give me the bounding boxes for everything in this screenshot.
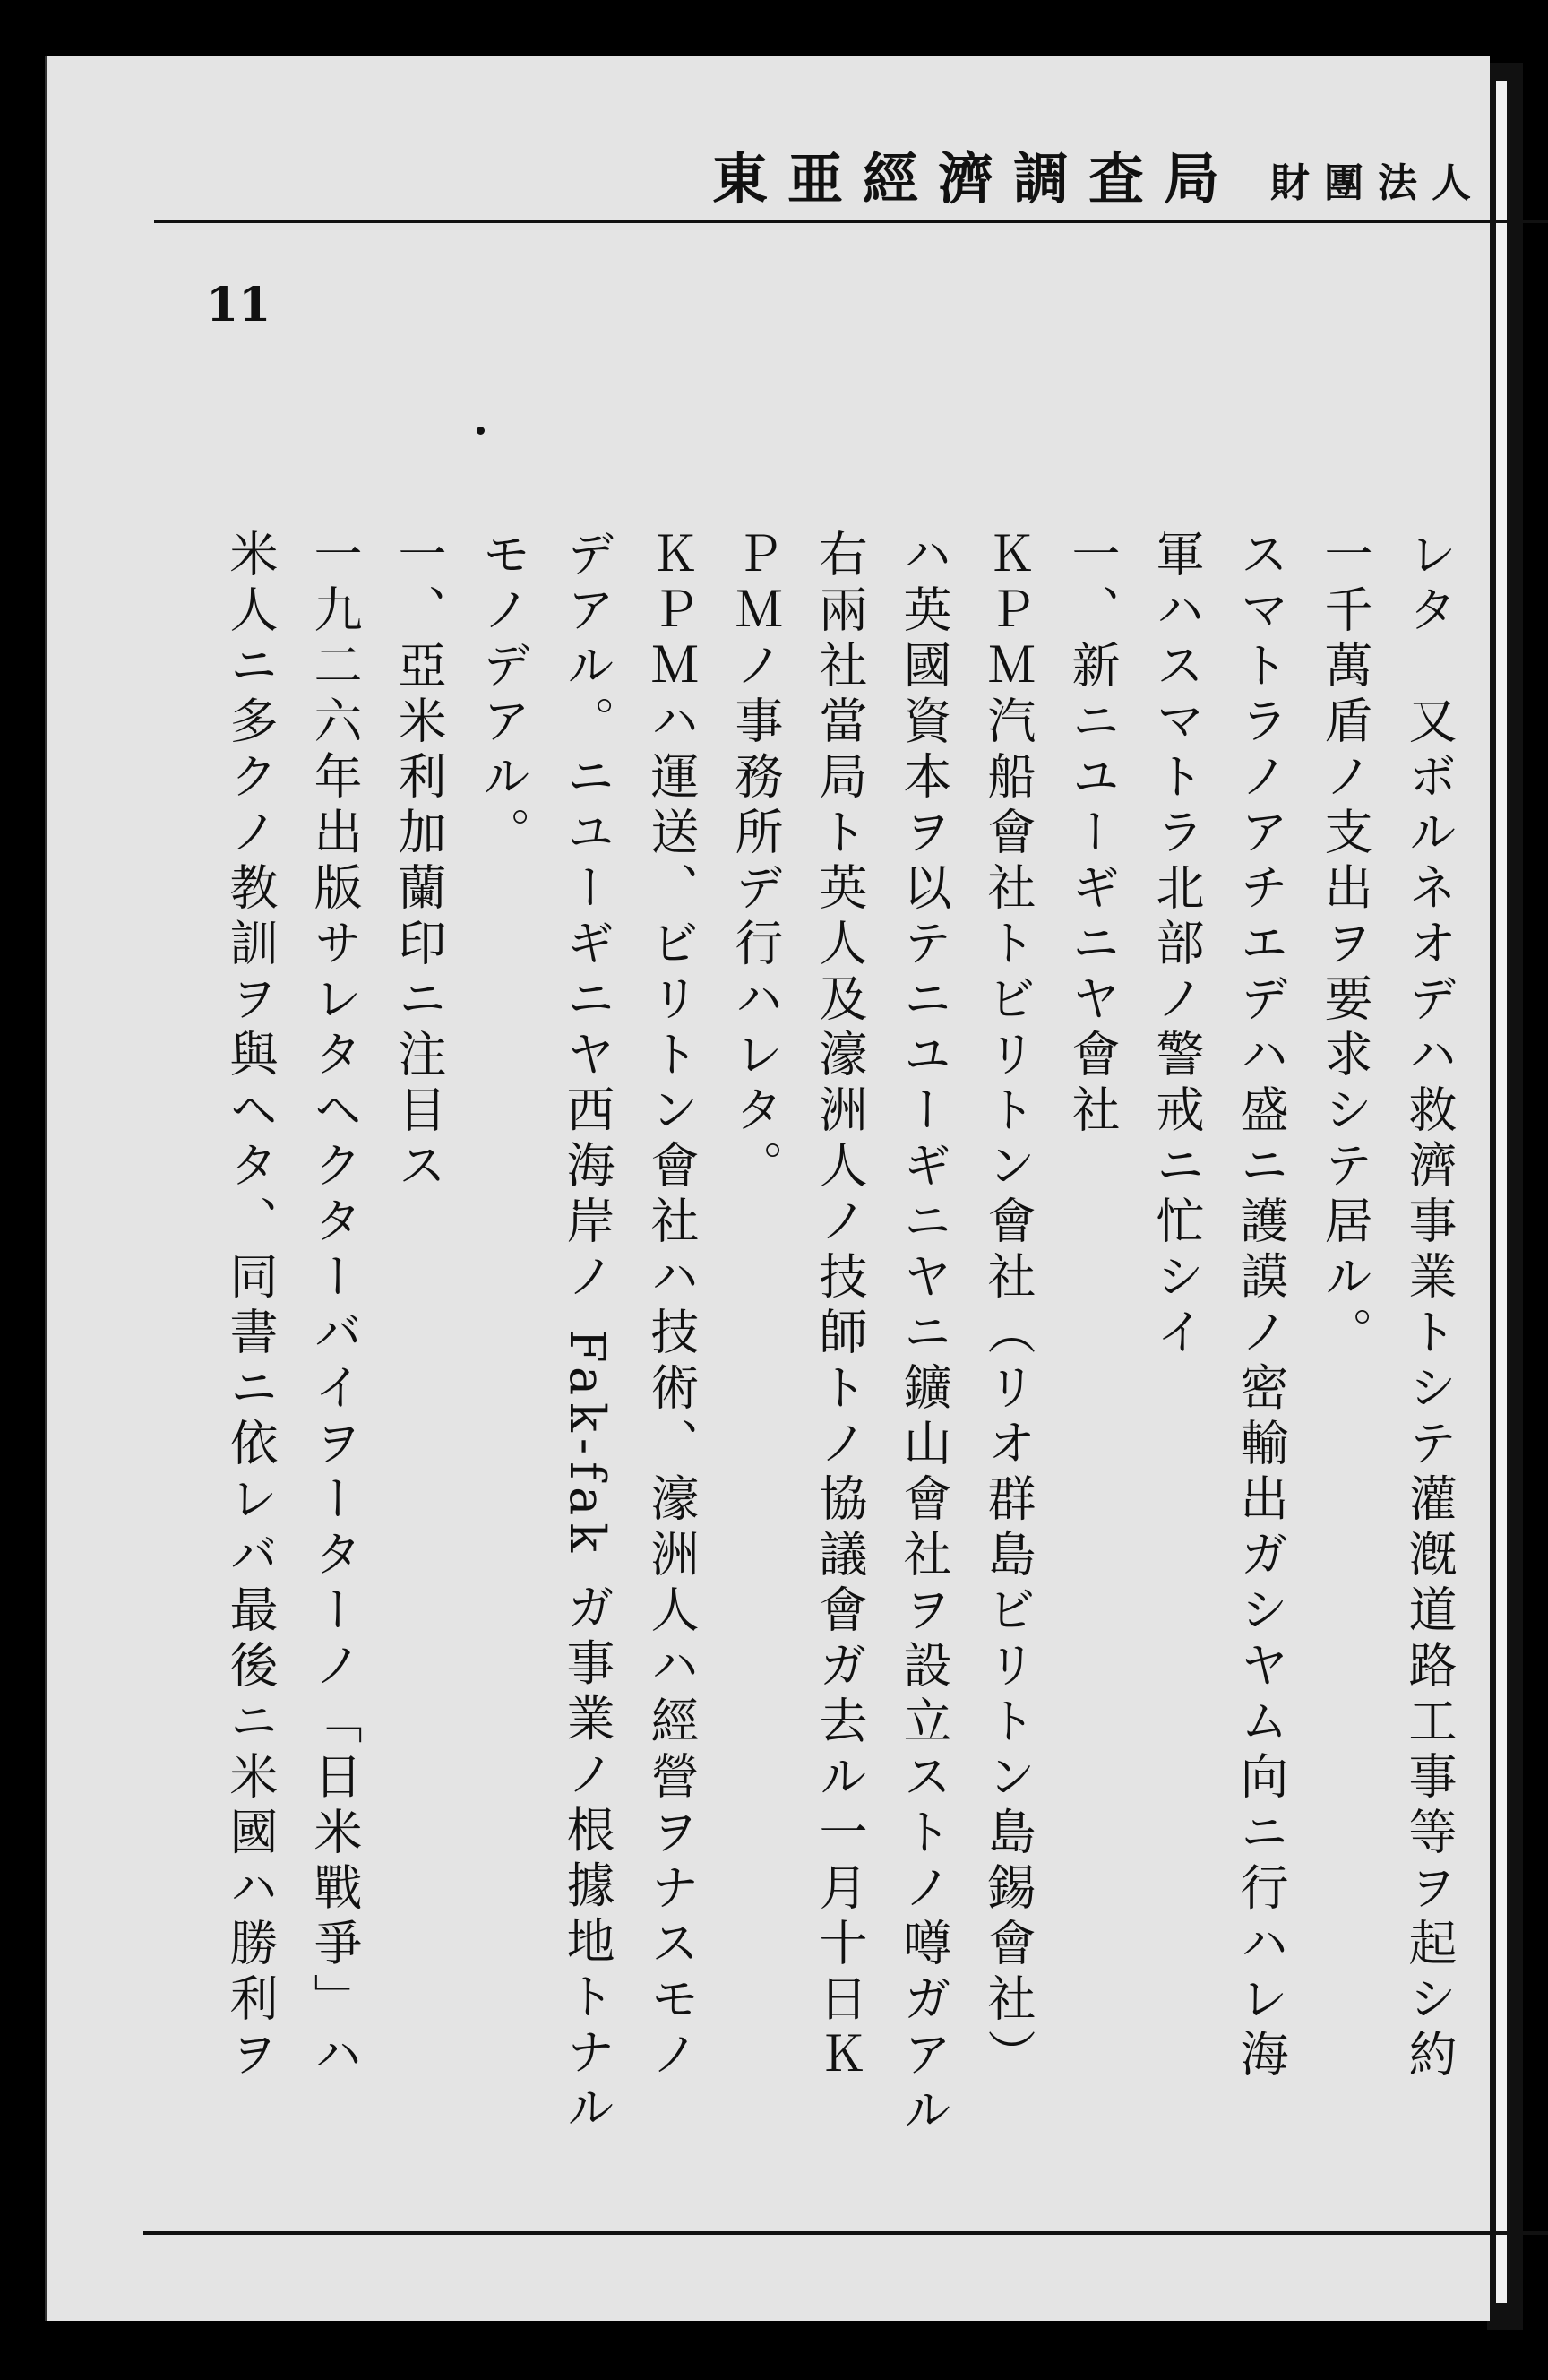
body-line: モノデアル。 — [475, 529, 531, 862]
header-organization: 財團法人 — [1270, 160, 1485, 206]
header-rule — [154, 220, 1548, 223]
footer-rule — [143, 2231, 1548, 2235]
body-line: 軍ハスマトラ北部ノ警戒ニ忙シイ — [1148, 529, 1205, 1362]
body-line: スマトラノアチエデハ盛ニ護謨ノ密輸出ガシヤム向ニ行ハレ海 — [1233, 529, 1289, 2084]
page-number: 11 — [206, 278, 271, 332]
body-line: デアル。ニユーギニヤ西海岸ノ Fak-fak ガ事業ノ根據地トナル — [559, 529, 615, 2138]
body-line: ＫＰＭハ運送、ビリトン會社ハ技術、濠洲人ハ經營ヲナスモノ — [643, 529, 700, 2084]
body-line: 一九二六年出版サレタヘクターバイヲーターノ「日米戰爭」ハ — [306, 529, 363, 2084]
body-line: レタ 又ボルネオデハ救濟事業トシテ灌漑道路工事等ヲ起シ約 — [1401, 529, 1458, 2084]
body-line: 一、新ニユーギニヤ會社 — [1064, 529, 1121, 1140]
body-line: ＫＰＭ汽船會社トビリトン會社（リオ群島ビリトン島錫會社） — [980, 529, 1036, 2084]
body-text — [199, 529, 1471, 2213]
ink-dot — [477, 427, 485, 435]
body-line: 右兩社當局ト英人及濠洲人ノ技師トノ協議會ガ去ル一月十日Ｋ — [812, 529, 868, 2084]
header-title: 東亜經濟調査局 — [711, 146, 1239, 211]
body-line: ＰＭノ事務所デ行ハレタ。 — [727, 529, 784, 1195]
body-line: ハ英國資本ヲ以テニユーギニヤニ鑛山會社ヲ設立ストノ噂ガアル — [896, 529, 952, 2140]
body-line: 一千萬盾ノ支出ヲ要求シテ居ル。 — [1317, 529, 1373, 1362]
binding-strip — [1496, 81, 1507, 2303]
body-line: 米人ニ多クノ教訓ヲ與ヘタ、同書ニ依レバ最後ニ米國ハ勝利ヲ — [222, 529, 279, 2084]
body-line: 一、亞米利加蘭印ニ注目ス — [391, 529, 447, 1195]
